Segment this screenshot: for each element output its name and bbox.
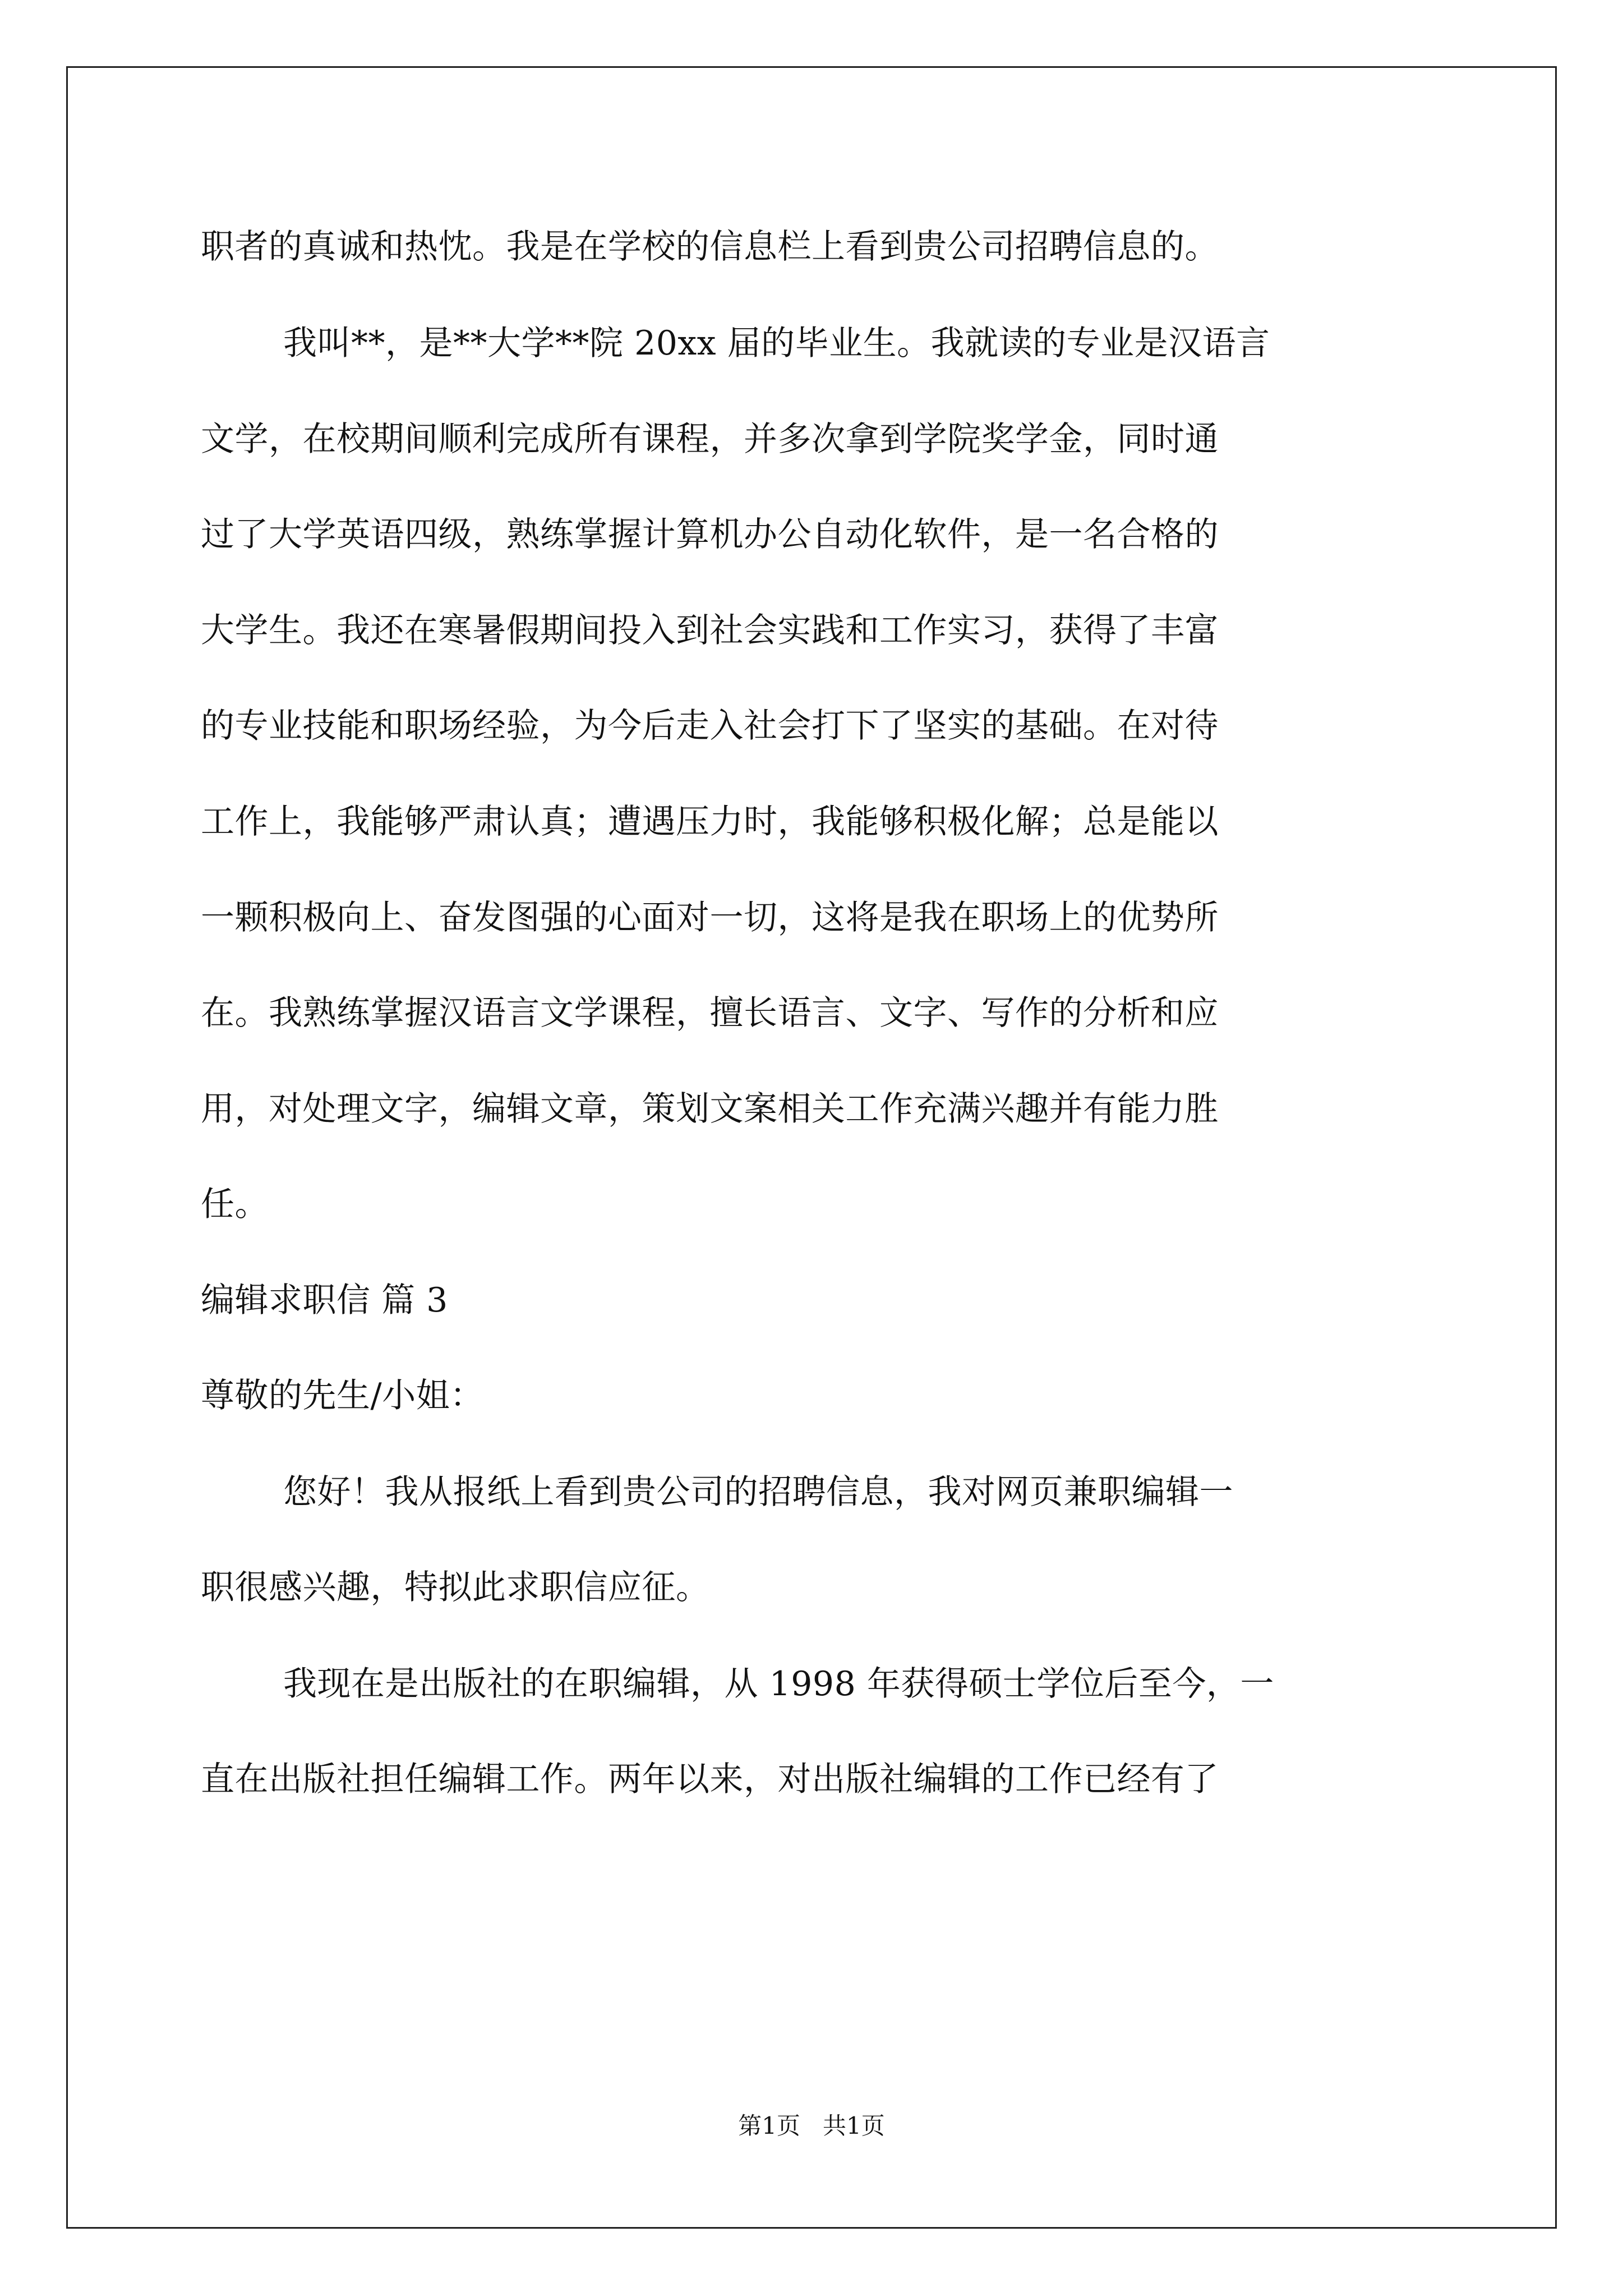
paragraph-line-17: 直在出版社担任编辑工作。两年以来，对出版社编辑的工作已经有了 xyxy=(201,1760,1219,1799)
page-border xyxy=(66,66,1557,2229)
paragraph-line-1: 职者的真诚和热忱。我是在学校的信息栏上看到贵公司招聘信息的。 xyxy=(201,227,1219,266)
paragraph-line-8: 一颗积极向上、奋发图强的心面对一切，这将是我在职场上的优势所 xyxy=(201,898,1219,937)
paragraph-line-11: 任。 xyxy=(201,1185,269,1224)
paragraph-line-6: 的专业技能和职场经验，为今后走入社会打下了坚实的基础。在对待 xyxy=(201,706,1219,746)
paragraph-line-2: 我叫**，是**大学**院 20xx 届的毕业生。我就读的专业是汉语言 xyxy=(283,324,1270,363)
paragraph-line-9: 在。我熟练掌握汉语言文学课程，擅长语言、文字、写作的分析和应 xyxy=(201,993,1219,1033)
paragraph-line-10: 用，对处理文字，编辑文章，策划文案相关工作充满兴趣并有能力胜 xyxy=(201,1089,1219,1129)
paragraph-line-15: 职很感兴趣，特拟此求职信应征。 xyxy=(201,1568,710,1607)
paragraph-line-7: 工作上，我能够严肃认真；遭遇压力时，我能够积极化解；总是能以 xyxy=(201,802,1219,841)
paragraph-line-4: 过了大学英语四级，熟练掌握计算机办公自动化软件，是一名合格的 xyxy=(201,515,1219,554)
paragraph-line-3: 文学，在校期间顺利完成所有课程，并多次拿到学院奖学金，同时通 xyxy=(201,420,1219,459)
section-heading: 编辑求职信 篇 3 xyxy=(201,1281,448,1320)
salutation: 尊敬的先生/小姐： xyxy=(201,1376,484,1415)
paragraph-line-16: 我现在是出版社的在职编辑，从 1998 年获得硕士学位后至今，一 xyxy=(283,1664,1274,1704)
paragraph-line-5: 大学生。我还在寒暑假期间投入到社会实践和工作实习，获得了丰富 xyxy=(201,611,1219,650)
paragraph-line-14: 您好！我从报纸上看到贵公司的招聘信息，我对网页兼职编辑一 xyxy=(283,1473,1233,1512)
page-footer: 第1页 共1页 xyxy=(738,2112,885,2139)
